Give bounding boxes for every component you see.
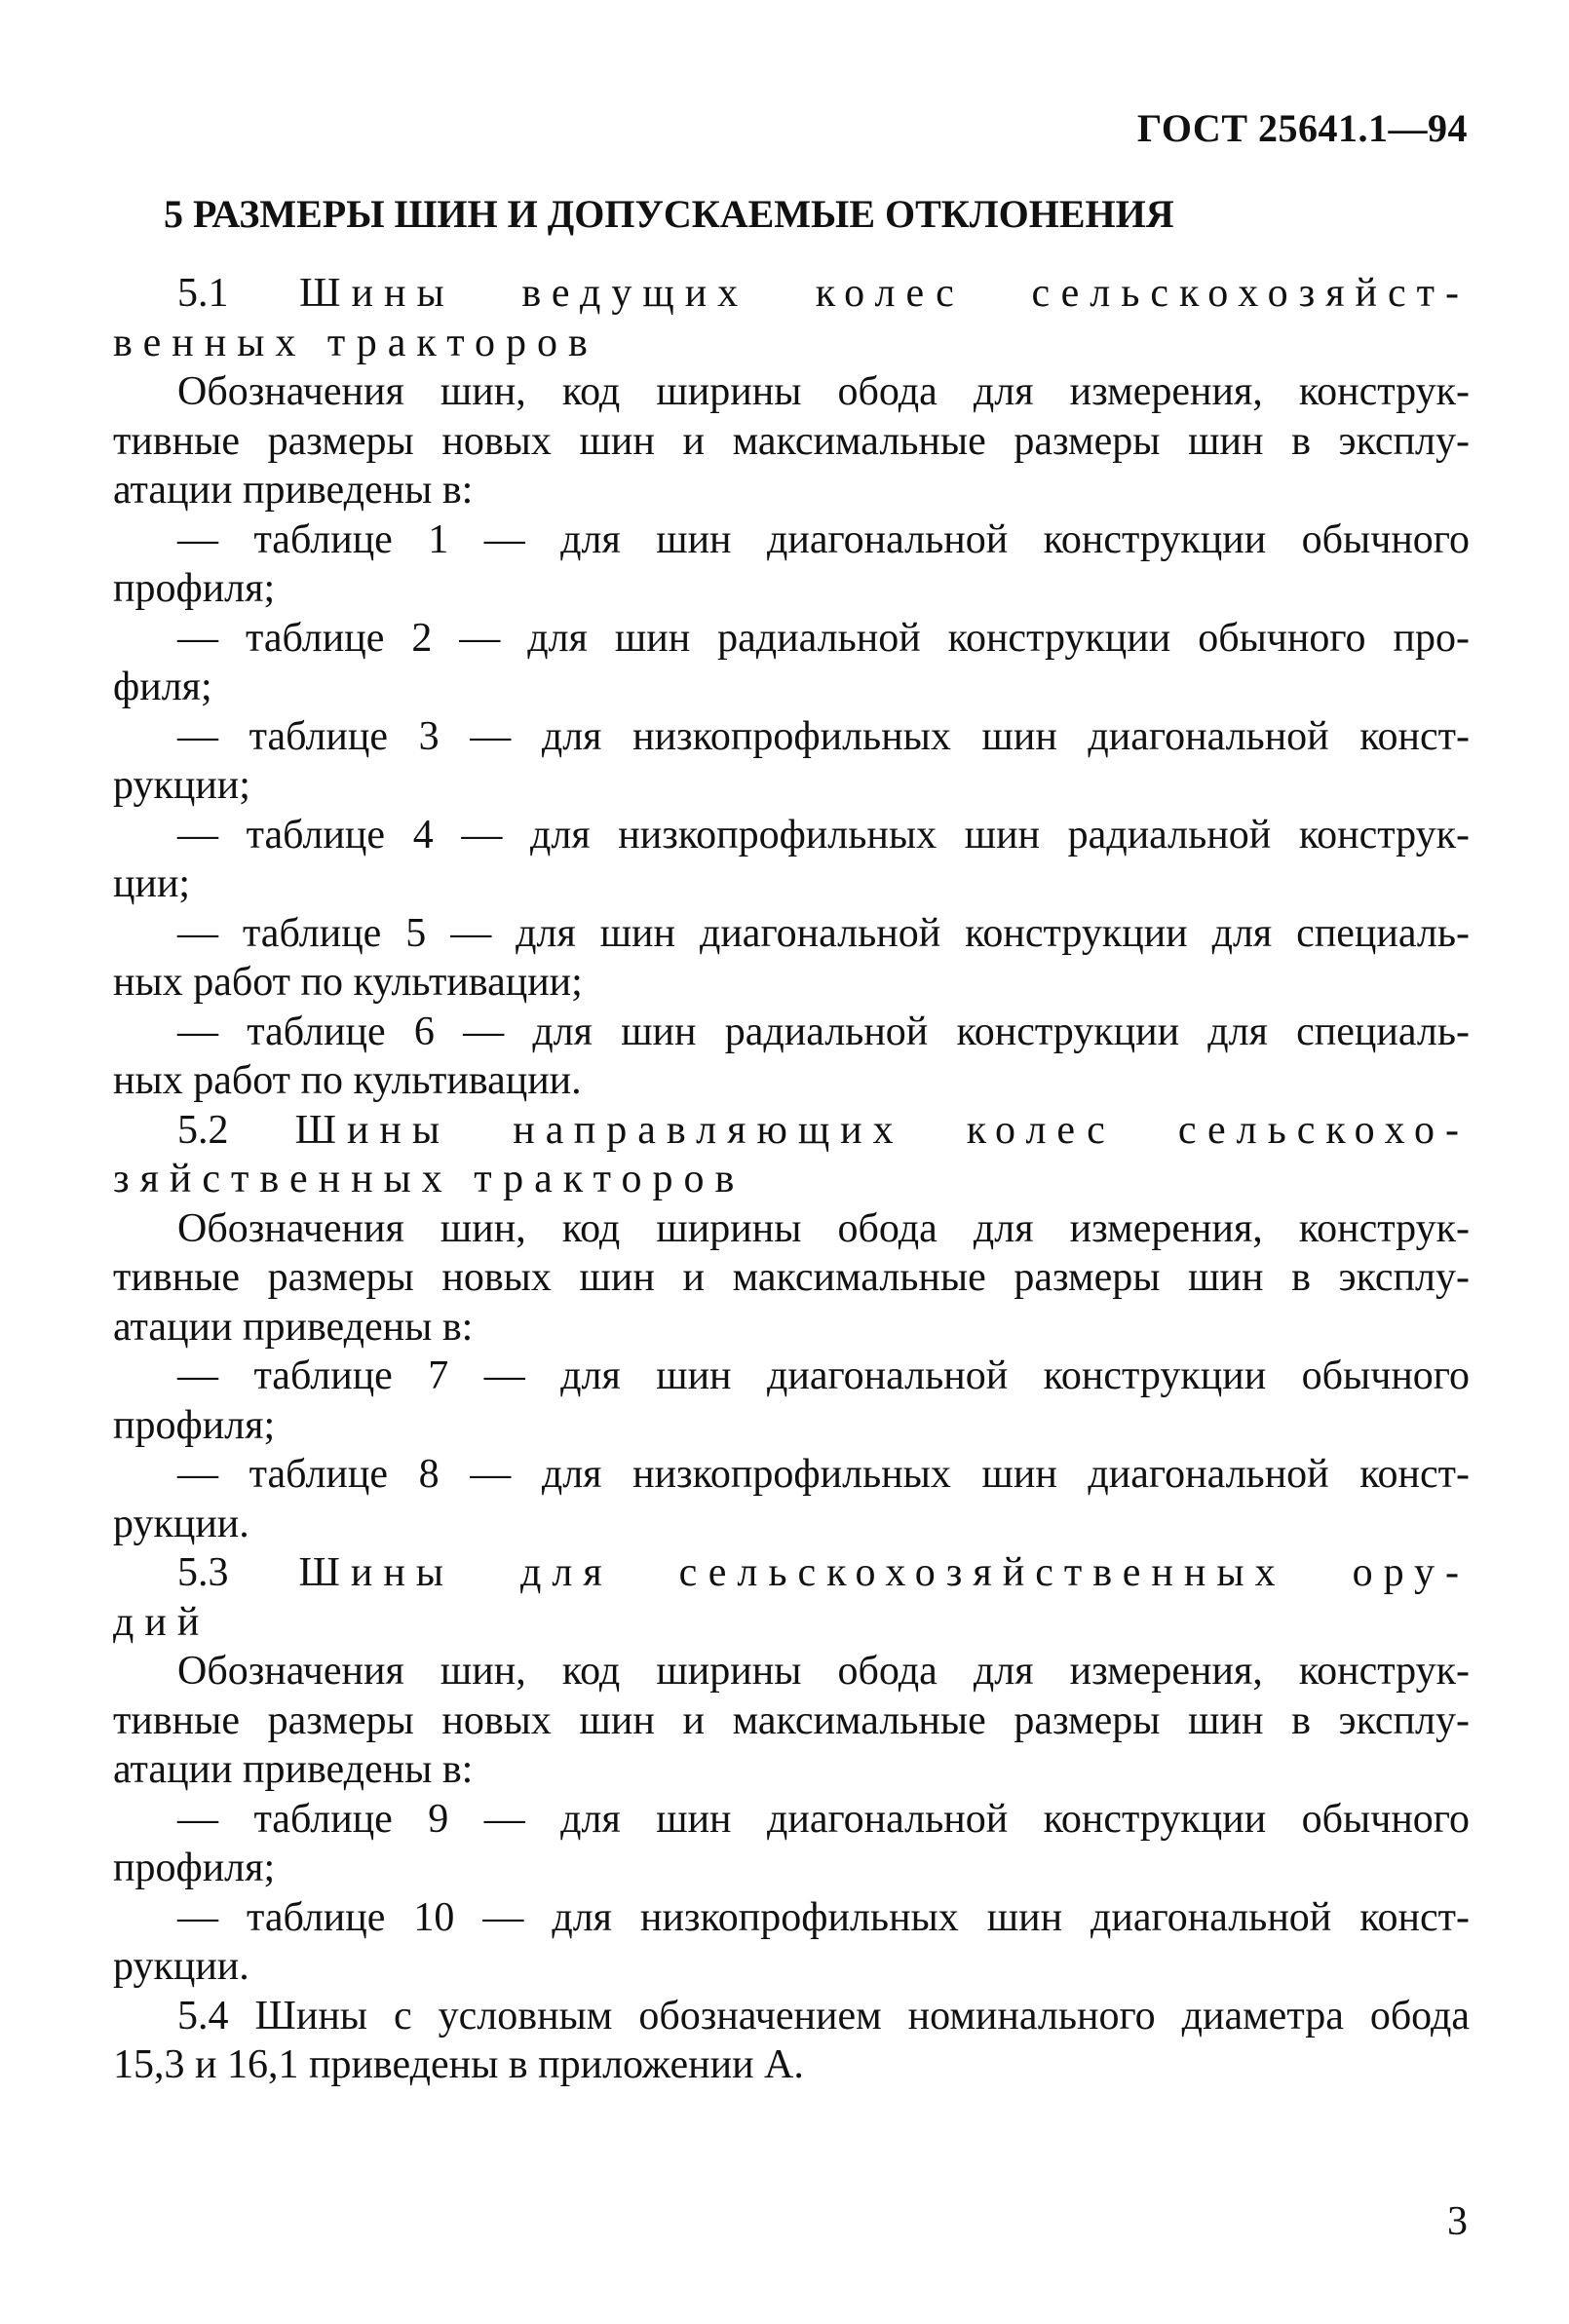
- body-text-line: филя;: [113, 665, 212, 709]
- body-text-line: рукции.: [113, 1501, 249, 1546]
- body-text-line: профиля;: [113, 1846, 276, 1890]
- body-text-line: 5.4 Шины с условным обозначением номинального диаметра обода: [177, 1993, 1470, 2038]
- body-text-line: Обозначения шин, код ширины обода для измерения, конструк-: [177, 369, 1470, 414]
- body-text-line: ных работ по культивации;: [113, 960, 583, 1005]
- body-text-line: 15,3 и 16,1 приведены в приложении А.: [113, 2042, 804, 2087]
- subsection-heading-line: зяйственных тракторов: [113, 1157, 746, 1201]
- body-text-line: тивные размеры новых шин и максимальные размеры шин в эксплу-: [113, 1255, 1470, 1300]
- body-text-line: — таблице 5 — для шин диагональной конструкции для специаль-: [177, 910, 1470, 956]
- body-text-line: профиля;: [113, 1402, 276, 1448]
- body-text-line: — таблице 4 — для низкопрофильных шин радиальной конструк-: [177, 812, 1470, 857]
- body-text-line: — таблице 1 — для шин диагональной конструкции обычного: [177, 516, 1470, 562]
- subsection-heading-line: дий: [113, 1599, 210, 1645]
- body-text-line: — таблице 2 — для шин радиальной конструкции обычного про-: [177, 615, 1470, 661]
- subsection-heading-line: 5.1 Шины ведущих колес сельскохозяйст-: [177, 271, 1470, 316]
- subsection-heading-line: 5.3 Шины для сельскохозяйственных ору-: [177, 1550, 1470, 1595]
- body-text-line: тивные размеры новых шин и максимальные размеры шин в эксплу-: [113, 418, 1470, 464]
- body-text-line: атации приведены в:: [113, 1747, 474, 1792]
- document-body: [113, 269, 1470, 2090]
- body-text-line: — таблице 6 — для шин радиальной конструкции для специаль-: [177, 1009, 1470, 1054]
- body-text-line: — таблице 7 — для шин диагональной конструкции обычного: [177, 1353, 1470, 1398]
- document-header: ГОСТ 25641.1—94: [1136, 106, 1468, 150]
- section-title: 5 РАЗМЕРЫ ШИН И ДОПУСКАЕМЫЕ ОТКЛОНЕНИЯ: [164, 192, 1174, 236]
- body-text-line: профиля;: [113, 566, 276, 611]
- body-text-line: атации приведены в:: [113, 468, 474, 513]
- body-text-line: — таблице 9 — для шин диагональной конструкции обычного: [177, 1796, 1470, 1842]
- body-text-line: — таблице 8 — для низкопрофильных шин диагональной конст-: [177, 1452, 1470, 1497]
- body-text-line: — таблице 10 — для низкопрофильных шин диагональной конст-: [177, 1894, 1470, 1940]
- subsection-heading-line: 5.2 Шины направляющих колес сельскохо-: [177, 1107, 1470, 1153]
- body-text-line: рукции.: [113, 1944, 249, 1989]
- body-text-line: Обозначения шин, код ширины обода для измерения, конструк-: [177, 1649, 1470, 1694]
- body-text-line: ных работ по культивации.: [113, 1058, 582, 1103]
- body-text-line: рукции;: [113, 763, 250, 808]
- page-number: 3: [1447, 2199, 1468, 2244]
- body-text-line: тивные размеры новых шин и максимальные размеры шин в эксплу-: [113, 1697, 1470, 1743]
- subsection-heading-line: венных тракторов: [113, 320, 598, 365]
- body-text-line: — таблице 3 — для низкопрофильных шин диагональной конст-: [177, 713, 1470, 759]
- body-text-line: атации приведены в:: [113, 1304, 474, 1350]
- body-text-line: Обозначения шин, код ширины обода для измерения, конструк-: [177, 1205, 1470, 1251]
- body-text-line: ции;: [113, 861, 191, 906]
